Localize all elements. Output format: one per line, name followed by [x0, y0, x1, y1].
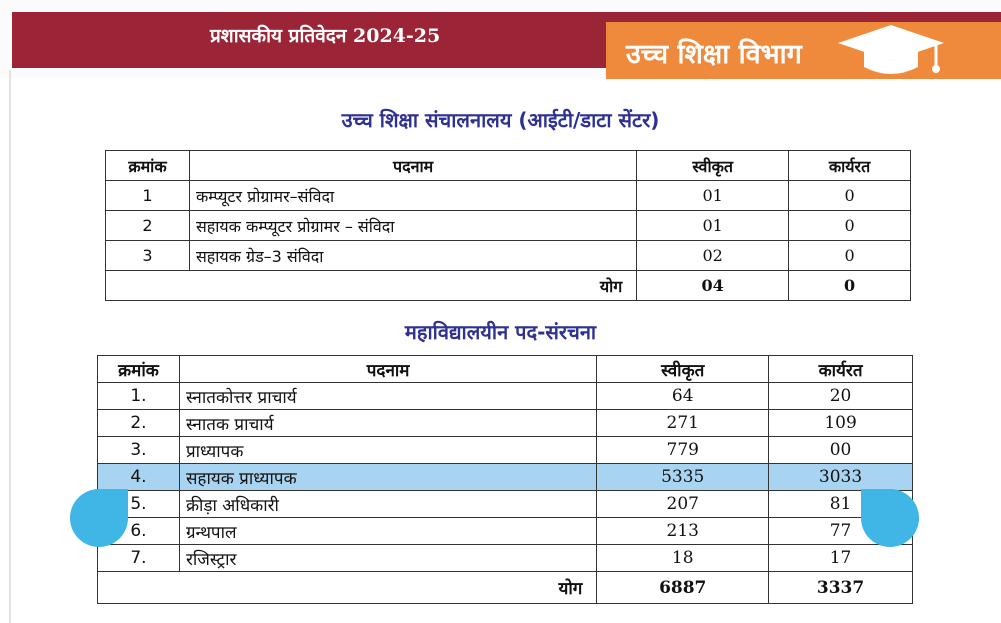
serial-cell: 7. — [98, 545, 180, 572]
designation-cell: कम्प्यूटर प्रोग्रामर–संविदा — [189, 181, 636, 211]
column-header-working: कार्यरत — [789, 151, 911, 181]
sanctioned-cell: 01 — [637, 181, 789, 211]
serial-cell[interactable]: 4. — [98, 464, 180, 491]
total-label: योग — [106, 271, 637, 301]
it-data-center-table — [105, 150, 911, 301]
table-header-row — [98, 356, 913, 383]
total-sanctioned-cell: 04 — [637, 271, 789, 301]
sanctioned-cell[interactable]: 5335 — [597, 464, 769, 491]
college-post-structure-table — [97, 355, 913, 604]
column-header-sanctioned: स्वीकृत — [597, 356, 769, 383]
graduation-cap-icon — [836, 23, 946, 79]
working-cell: 109 — [769, 410, 913, 437]
column-header-serial: क्रमांक — [106, 151, 190, 181]
serial-cell: 2. — [98, 410, 180, 437]
sanctioned-cell: 779 — [597, 437, 769, 464]
designation-cell: स्नातक प्राचार्य — [179, 410, 596, 437]
sanctioned-cell: 64 — [597, 383, 769, 410]
working-cell: 77 — [769, 518, 913, 545]
column-header-designation: पदनाम — [179, 356, 596, 383]
working-cell: 0 — [789, 211, 911, 241]
selected-table-row[interactable] — [98, 464, 913, 491]
table-row — [98, 518, 913, 545]
report-title: प्रशासकीय प्रतिवेदन 2024-25 — [210, 25, 441, 47]
serial-cell: 1 — [106, 181, 190, 211]
sanctioned-cell: 213 — [597, 518, 769, 545]
designation-cell: स्नातकोत्तर प्राचार्य — [179, 383, 596, 410]
total-working-cell: 3337 — [769, 572, 913, 604]
total-row — [106, 271, 911, 301]
total-row — [98, 572, 913, 604]
serial-cell: 5. — [98, 491, 180, 518]
table-row — [98, 383, 913, 410]
serial-cell: 2 — [106, 211, 190, 241]
designation-cell: रजिस्ट्रार — [179, 545, 596, 572]
designation-cell: सहायक कम्प्यूटर प्रोग्रामर – संविदा — [189, 211, 636, 241]
table-row — [98, 491, 913, 518]
total-working-cell: 0 — [789, 271, 911, 301]
column-header-working: कार्यरत — [769, 356, 913, 383]
working-cell: 0 — [789, 181, 911, 211]
working-cell: 00 — [769, 437, 913, 464]
table-row — [98, 545, 913, 572]
selection-end-handle[interactable] — [861, 489, 919, 547]
total-label: योग — [98, 572, 597, 604]
serial-cell: 6. — [98, 518, 180, 545]
it-data-center-table-title: उच्च शिक्षा संचालनालय (आईटी/डाटा सेंटर) — [341, 108, 660, 132]
college-post-structure-title: महाविद्यालयीन पद-संरचना — [404, 320, 597, 344]
designation-cell: क्रीड़ा अधिकारी — [179, 491, 596, 518]
designation-cell: ग्रन्थपाल — [179, 518, 596, 545]
sanctioned-cell: 271 — [597, 410, 769, 437]
sanctioned-cell: 01 — [637, 211, 789, 241]
designation-cell[interactable]: सहायक प्राध्यापक — [179, 464, 596, 491]
page-margin-line — [9, 70, 11, 623]
table-row — [106, 241, 911, 271]
table-row — [106, 211, 911, 241]
sanctioned-cell: 207 — [597, 491, 769, 518]
working-cell[interactable]: 3033 — [769, 464, 913, 491]
sanctioned-cell: 18 — [597, 545, 769, 572]
working-cell: 81 — [769, 491, 913, 518]
total-sanctioned-cell: 6887 — [597, 572, 769, 604]
table-row — [98, 437, 913, 464]
serial-cell: 3. — [98, 437, 180, 464]
designation-cell: प्राध्यापक — [179, 437, 596, 464]
column-header-sanctioned: स्वीकृत — [637, 151, 789, 181]
sanctioned-cell: 02 — [637, 241, 789, 271]
department-name: उच्च शिक्षा विभाग — [626, 39, 802, 70]
serial-cell: 1. — [98, 383, 180, 410]
selection-start-handle[interactable] — [70, 489, 128, 547]
designation-cell: सहायक ग्रेड–3 संविदा — [189, 241, 636, 271]
table-header-row — [106, 151, 911, 181]
table-row — [106, 181, 911, 211]
page-header — [0, 0, 1001, 78]
working-cell: 17 — [769, 545, 913, 572]
column-header-serial: क्रमांक — [98, 356, 180, 383]
working-cell: 0 — [789, 241, 911, 271]
column-header-designation: पदनाम — [189, 151, 636, 181]
working-cell: 20 — [769, 383, 913, 410]
serial-cell: 3 — [106, 241, 190, 271]
table-row — [98, 410, 913, 437]
